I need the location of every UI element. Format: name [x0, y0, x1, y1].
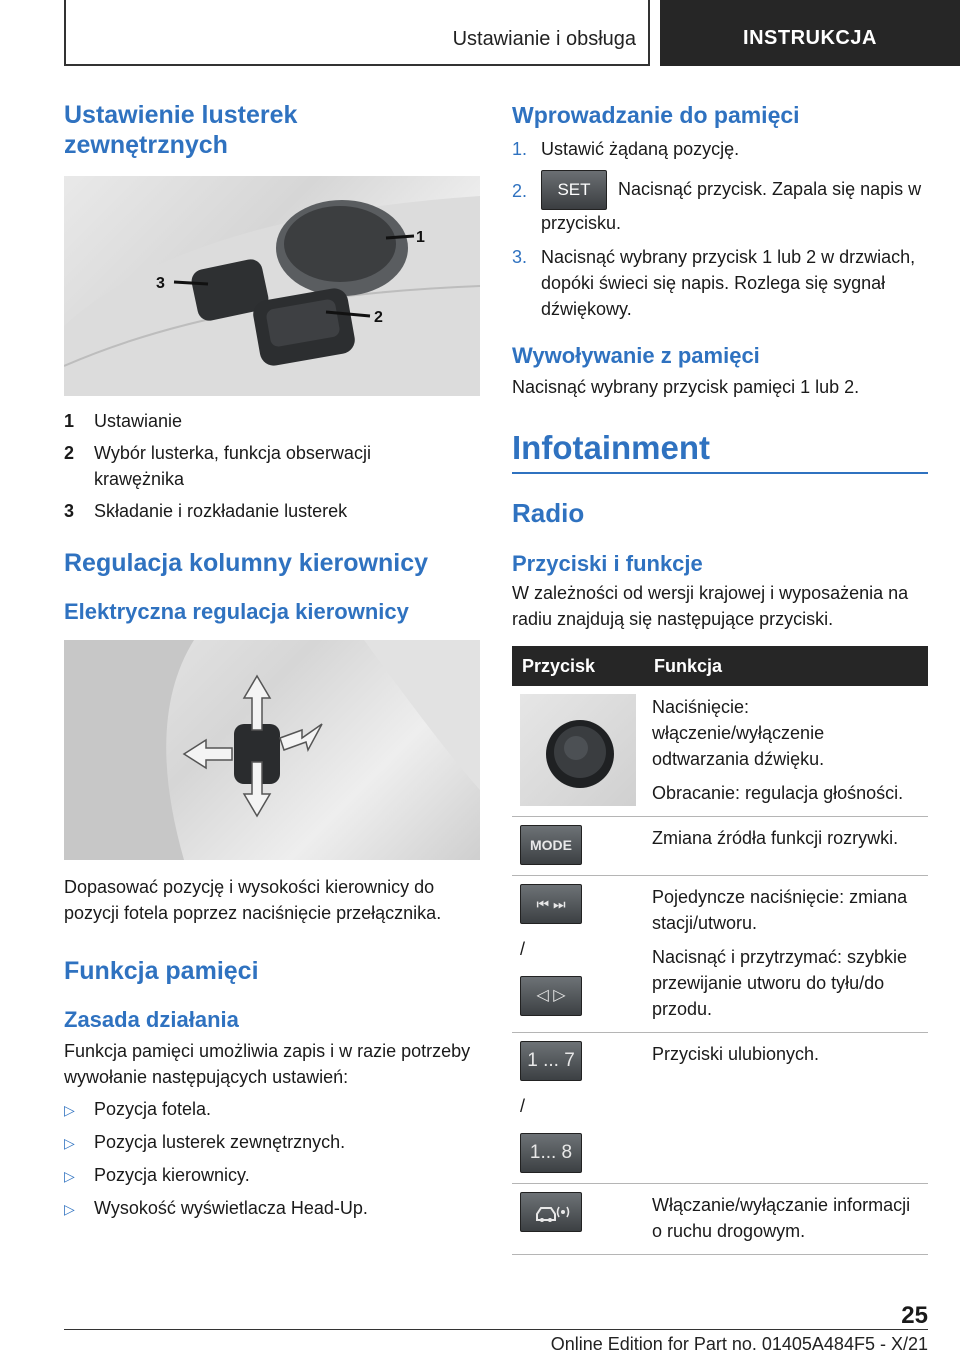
infotainment-rule: [512, 472, 928, 474]
mirror-controls-illustration: [64, 176, 480, 396]
callout-1: 1: [416, 229, 425, 246]
radio-description: W zależności od wersji krajowej i wyposażenia na radiu znajdują się następujące przyciski.: [512, 583, 909, 629]
footer-rule: [64, 1329, 928, 1330]
table-row: ⏮ ⏭ / ◁ ▷ Pojedyncze naciśnięcie: zmiana stacji/utworu. Nacisnąć i przytrzymać: szybkie przewijanie utworu do tyłu/do przodu.: [512, 876, 928, 1033]
list-item: ▷ Pozycja lusterek zewnętrznych.: [64, 1129, 480, 1156]
mode-button-icon: MODE: [520, 825, 582, 865]
page-number: 25: [901, 1302, 928, 1329]
right-column: [512, 100, 928, 1255]
bullet-triangle-icon: ▷: [64, 1135, 75, 1151]
memory-title: Funkcja pamięci: [64, 957, 259, 985]
store-title: Wprowadzanie do pamięci: [512, 102, 800, 128]
favorites-1-8-icon: 1... 8: [520, 1133, 582, 1173]
radio-subtitle: Przyciski i funkcje: [512, 551, 703, 576]
steering-title: Regulacja kolumny kierownicy: [64, 549, 429, 577]
infotainment-title: Infotainment: [512, 429, 710, 466]
list-item: 1. Ustawić żądaną pozycję.: [512, 139, 740, 159]
column-header-przycisk: Przycisk: [512, 646, 644, 686]
set-button-icon: SET: [541, 170, 607, 210]
list-item: 1 Ustawianie: [64, 411, 183, 431]
list-item: 2. SET Nacisnąć przycisk. Zapala się napis w przycisku.: [512, 170, 928, 236]
table-row: Włączanie/wyłączanie informacji o ruchu drogowym.: [512, 1184, 928, 1255]
list-item: ▷ Pozycja fotela.: [64, 1096, 480, 1123]
volume-knob-icon: [520, 694, 636, 806]
steering-adjust-image: [64, 640, 480, 860]
steering-subtitle: Elektryczna regulacja kierownicy: [64, 599, 409, 624]
memory-bullets: [64, 1096, 480, 1222]
radio-buttons-table: [512, 646, 928, 1255]
table-row: 1 ... 7 / 1... 8 Przyciski ulubionych.: [512, 1033, 928, 1184]
header-tab-instrukcja[interactable]: [660, 0, 960, 66]
bullet-triangle-icon: ▷: [64, 1102, 75, 1118]
mirror-controls-image: [64, 176, 480, 396]
column-header-funkcja: Funkcja: [644, 646, 928, 686]
footer-edition: Online Edition for Part no. 01405A484F5 - X/21: [550, 1334, 928, 1354]
table-header-row: [512, 646, 928, 686]
list-item: 3. Nacisnąć wybrany przycisk 1 lub 2 w drzwiach, dopóki świeci się napis. Rozlega się sygnał dźwiękowy.: [512, 247, 916, 319]
header-bottom-border: [64, 64, 650, 66]
recall-title: Wywoływanie z pamięci: [512, 343, 760, 368]
traffic-info-icon: [520, 1192, 582, 1232]
recall-description: Nacisnąć wybrany przycisk pamięci 1 lub 2.: [512, 377, 860, 397]
bullet-triangle-icon: ▷: [64, 1201, 75, 1217]
radio-title: Radio: [512, 498, 585, 528]
store-steps: [512, 136, 928, 322]
left-column: [64, 100, 480, 1222]
favorites-1-7-icon: 1 ... 7: [520, 1041, 582, 1081]
header-section-title: Ustawianie i obsługa: [452, 28, 636, 50]
arrow-buttons-icon: ◁ ▷: [520, 976, 582, 1016]
list-item: ▷ Wysokość wyświetlacza Head-Up.: [64, 1195, 480, 1222]
callout-3: 3: [156, 275, 165, 292]
callout-2: 2: [374, 309, 383, 326]
header-tab-label: INSTRUKCJA: [743, 26, 877, 49]
list-item: 3 Składanie i rozkładanie lusterek: [64, 501, 348, 521]
table-row: MODE Zmiana źródła funkcji rozrywki.: [512, 817, 928, 876]
table-row: Naciśnięcie: włączenie/wyłączenie odtwarzania dźwięku. Obracanie: regulacja głośności.: [512, 686, 928, 817]
skip-buttons-icon: ⏮ ⏭: [520, 884, 582, 924]
mirrors-title: Ustawienie lusterek zewnętrznych: [64, 101, 298, 159]
mirror-parts-list: [64, 408, 480, 524]
bullet-triangle-icon: ▷: [64, 1168, 75, 1184]
list-item: ▷ Pozycja kierownicy.: [64, 1162, 480, 1189]
memory-description: Funkcja pamięci umożliwia zapis i w razie potrzeby wywołanie następujących ustawień:: [64, 1041, 471, 1087]
steering-description: Dopasować pozycję i wysokości kierownicy do pozycji fotela poprzez naciśnięcie przełącznika.: [64, 877, 442, 923]
header-divider: [648, 0, 650, 66]
list-item: 2 Wybór lusterka, funkcja obserwacji krawężnika: [64, 443, 371, 489]
memory-subtitle: Zasada działania: [64, 1007, 239, 1032]
steering-adjust-illustration: [64, 640, 480, 860]
